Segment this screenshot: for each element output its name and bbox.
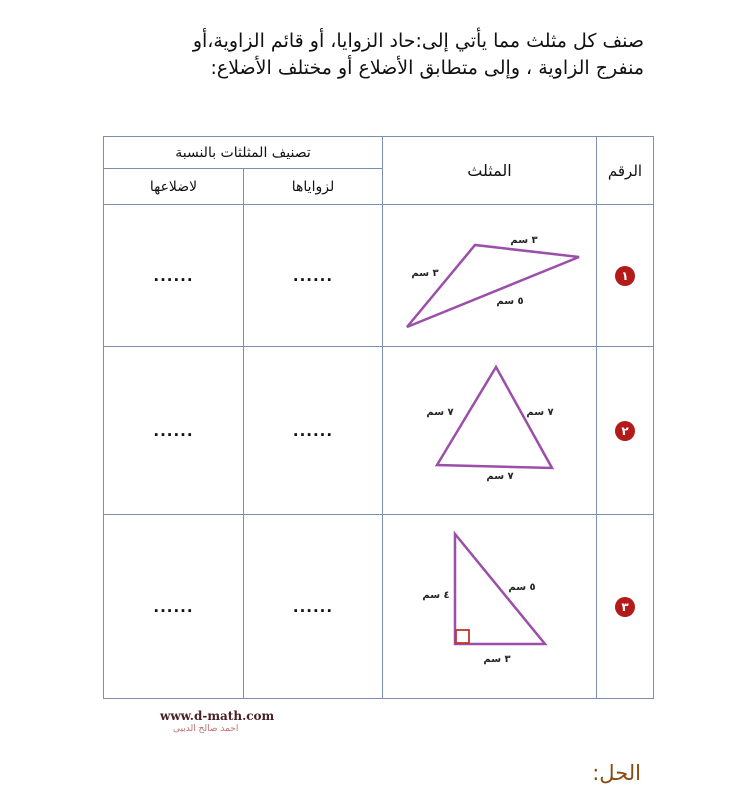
answer-placeholder: ...... (153, 597, 194, 616)
classification-table (103, 136, 654, 699)
header-by-angles: لزواياها (244, 169, 383, 205)
answer-angles-cell[interactable] (244, 205, 383, 347)
header-classification: تصنيف المثلثات بالنسبة (104, 137, 383, 169)
instructions (84, 28, 644, 82)
solution-label: الحل: (592, 761, 641, 785)
triangle-cell (383, 347, 597, 515)
triangle-cell (383, 205, 597, 347)
side-label: ٣ سم (411, 267, 439, 279)
triangle-figure-1 (382, 206, 596, 346)
side-label: ٣ سم (510, 234, 538, 246)
footer-author: احمد صالح الدبيى (173, 724, 239, 734)
answer-placeholder: ...... (153, 266, 194, 285)
instructions-line-2: منفرج الزاوية ، وإلى متطابق الأضلاع أو مختلف الأضلاع: (210, 57, 644, 79)
row-number-cell (597, 347, 654, 515)
table-row (104, 515, 654, 699)
header-by-sides: لاضلاعها (104, 169, 244, 205)
row-number-cell (597, 205, 654, 347)
side-label: ٥ سم (496, 295, 524, 307)
triangle-cell (383, 515, 597, 699)
side-label: ٥ سم (508, 581, 536, 593)
side-label: ٧ سم (486, 470, 514, 482)
triangle-figure-2 (382, 348, 596, 514)
side-label: ٤ سم (422, 589, 450, 601)
row-number-cell (597, 515, 654, 699)
header-triangle: المثلث (383, 137, 597, 205)
footer-website[interactable]: www.d-math.com (160, 709, 275, 723)
answer-placeholder: ...... (292, 421, 334, 440)
answer-sides-cell[interactable] (104, 515, 244, 699)
answer-sides-cell[interactable] (104, 205, 244, 347)
side-label: ٧ سم (526, 406, 554, 418)
answer-placeholder: ...... (292, 266, 334, 285)
table-row (104, 205, 654, 347)
row-number-badge: ١ (615, 266, 635, 286)
instructions-line-1: صنف كل مثلث مما يأتي إلى:حاد الزوايا، أو قائم الزاوية،أو (192, 30, 644, 52)
answer-angles-cell[interactable] (244, 347, 383, 515)
side-label: ٧ سم (426, 406, 454, 418)
triangle-shape (407, 245, 579, 327)
row-number-badge: ٢ (615, 421, 635, 441)
row-number-badge: ٣ (615, 597, 635, 617)
answer-angles-cell[interactable] (244, 515, 383, 699)
table-row (104, 347, 654, 515)
side-label: ٣ سم (483, 653, 511, 665)
header-number: الرقم (597, 137, 654, 205)
answer-placeholder: ...... (292, 597, 334, 616)
answer-sides-cell[interactable] (104, 347, 244, 515)
right-angle-marker (456, 630, 469, 643)
answer-placeholder: ...... (153, 421, 194, 440)
triangle-figure-3 (382, 516, 596, 698)
